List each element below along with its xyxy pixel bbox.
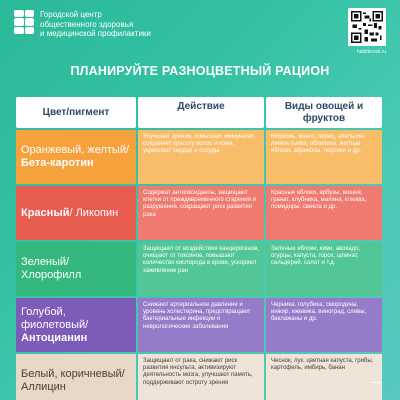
org-line-2: общественного здоровья	[40, 19, 134, 29]
pigment-cell	[16, 242, 136, 296]
action-cell: Содержат антиоксиданты, защищают клетки от преждевременного старения и разрушения, сокращают риск развития рака	[138, 186, 264, 240]
foods-cell: Чеснок, лук, цветная капуста, грибы, картофель, имбирь, банан	[266, 354, 382, 400]
qr-code-icon[interactable]	[348, 8, 386, 46]
table-header-row	[16, 97, 384, 128]
table-row	[16, 186, 384, 240]
action-cell: Улучшает зрения, повышает иммунитет, сохраняет красоту волос и кожи, укрепляет сердце и сосуды	[138, 130, 264, 184]
table-row	[16, 354, 384, 400]
table-row	[16, 130, 384, 184]
next-arrow-icon[interactable]: →	[368, 372, 384, 389]
pigment-text: Голубой, фиолетовый/	[21, 305, 89, 331]
logo-icon	[14, 10, 34, 34]
website-link[interactable]: habitbreak.ru	[356, 49, 386, 55]
header-action: Действие	[138, 97, 264, 128]
header-foods: Виды овощей и фруктов	[266, 97, 382, 128]
table-row	[16, 242, 384, 296]
pigment-text: Оранжевый, желтый/	[21, 144, 130, 156]
header-color-pigment: Цвет/пигмент	[16, 97, 136, 128]
pigment-cell	[16, 354, 136, 400]
org-line-3: и медицинской профилактики	[40, 29, 151, 38]
pigment-bold-text: Красный	[21, 206, 70, 219]
pigment-cell	[16, 130, 136, 184]
action-cell: Снижают артериальное давление и уровень холестерина, предотвращают бактериальные инфекции и неврологические заболевания	[138, 298, 264, 352]
pigment-bold-text: Антоцианин	[21, 331, 88, 344]
ration-table	[16, 97, 384, 400]
org-line-1: Городской центр	[40, 10, 102, 19]
pigment-cell	[16, 186, 136, 240]
foods-cell: Морковь, манго, перец, апельсин, лимон тыква, облепиха, желтые яблоки, абрикосы, персики и др.	[266, 130, 382, 184]
action-cell: Защищают от рака, снижают риск развития инсульта, активизируют деятельность мозга, улучшают память, поддерживают остроту зрения	[138, 354, 264, 400]
header	[14, 10, 151, 39]
foods-cell: Красные яблоки, арбузы, вишня, гранат, клубника, малина, клюква, помидоры, свекла и др.	[266, 186, 382, 240]
table-row	[16, 298, 384, 352]
pigment-text: Белый, коричневый/ Аллицин	[21, 368, 125, 393]
foods-cell: Черника, голубика, смородина, инжир, ежевика, виноград, сливы, баклажаны и др.	[266, 298, 382, 352]
pigment-bold-text: Бета-каротин	[21, 157, 94, 169]
pigment-cell	[16, 298, 136, 352]
organization-name	[40, 10, 151, 39]
pigment-text: Зеленый/ Хлорофилл	[21, 256, 82, 281]
page-title: ПЛАНИРУЙТЕ РАЗНОЦВЕТНЫЙ РАЦИОН	[70, 64, 330, 78]
action-cell: Защищают от воздействия канцерогенов, очищают от токсинов, повышают количество кислорода в крови, ускоряют заживление ран	[138, 242, 264, 296]
foods-cell: Зеленые яблоки, киви, авокадо, огурцы, капуста, горох, шпинат, сельдерей, салат и т.д.	[266, 242, 382, 296]
pigment-text-2: / Ликопин	[69, 206, 119, 219]
